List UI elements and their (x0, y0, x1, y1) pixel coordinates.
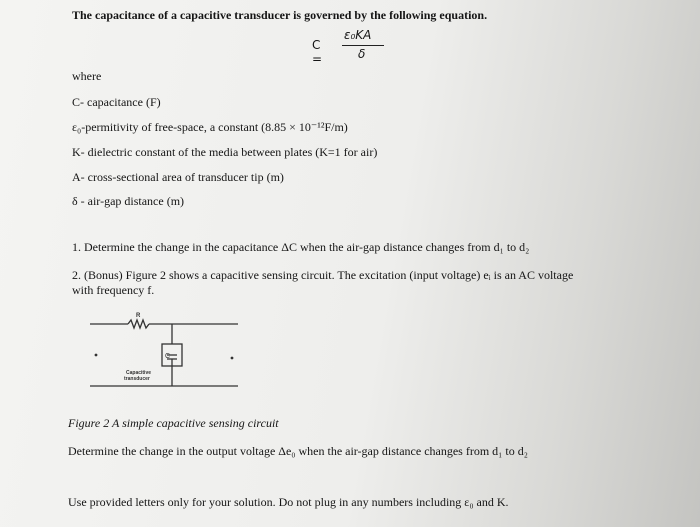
intro-text: The capacitance of a capacitive transducer is governed by the following equation. (72, 8, 488, 22)
fraction-bar (342, 45, 384, 46)
definition-dielectric: K- dielectric constant of the media between plates (K=1 for air) (72, 145, 378, 159)
definition-permittivity: ε₀-permitivity of free-space, a constant (8.85 × 10⁻¹²F/m) (72, 120, 348, 134)
transducer-label-line1: Capacitive (126, 370, 152, 376)
figure-caption: Figure 2 A simple capacitive sensing circuit (68, 416, 279, 430)
resistor-label: R (136, 313, 141, 319)
circuit-diagram (80, 310, 250, 395)
definition-area: A- cross-sectional area of transducer tip (m) (72, 170, 284, 184)
input-terminal-dot (95, 354, 98, 357)
formula-denominator: δ (358, 47, 366, 61)
instruction-text: Use provided letters only for your solution. Do not plug in any numbers including ε₀ and K. (68, 495, 509, 509)
output-terminal-dot (231, 357, 234, 360)
question-2-line-2: with frequency f. (72, 283, 155, 297)
capacitor-label: C (165, 353, 171, 360)
formula-lhs: C = (312, 38, 323, 66)
question-2-line-1: 2. (Bonus) Figure 2 shows a capacitive sensing circuit. The excitation (input voltage) eᵢ is an AC voltage (72, 268, 574, 282)
definition-capacitance: C- capacitance (F) (72, 95, 161, 109)
transducer-label-line2: transducer (124, 376, 150, 382)
question-1: 1. Determine the change in the capacitance ΔC when the air-gap distance changes from d₁ to d₂ (72, 240, 530, 254)
formula-numerator: ε₀KA (344, 28, 372, 42)
definition-air-gap: δ - air-gap distance (m) (72, 194, 185, 208)
where-label: where (72, 69, 102, 83)
question-2-task: Determine the change in the output voltage Δe₀ when the air-gap distance changes from d₁ to d₂ (68, 444, 528, 458)
